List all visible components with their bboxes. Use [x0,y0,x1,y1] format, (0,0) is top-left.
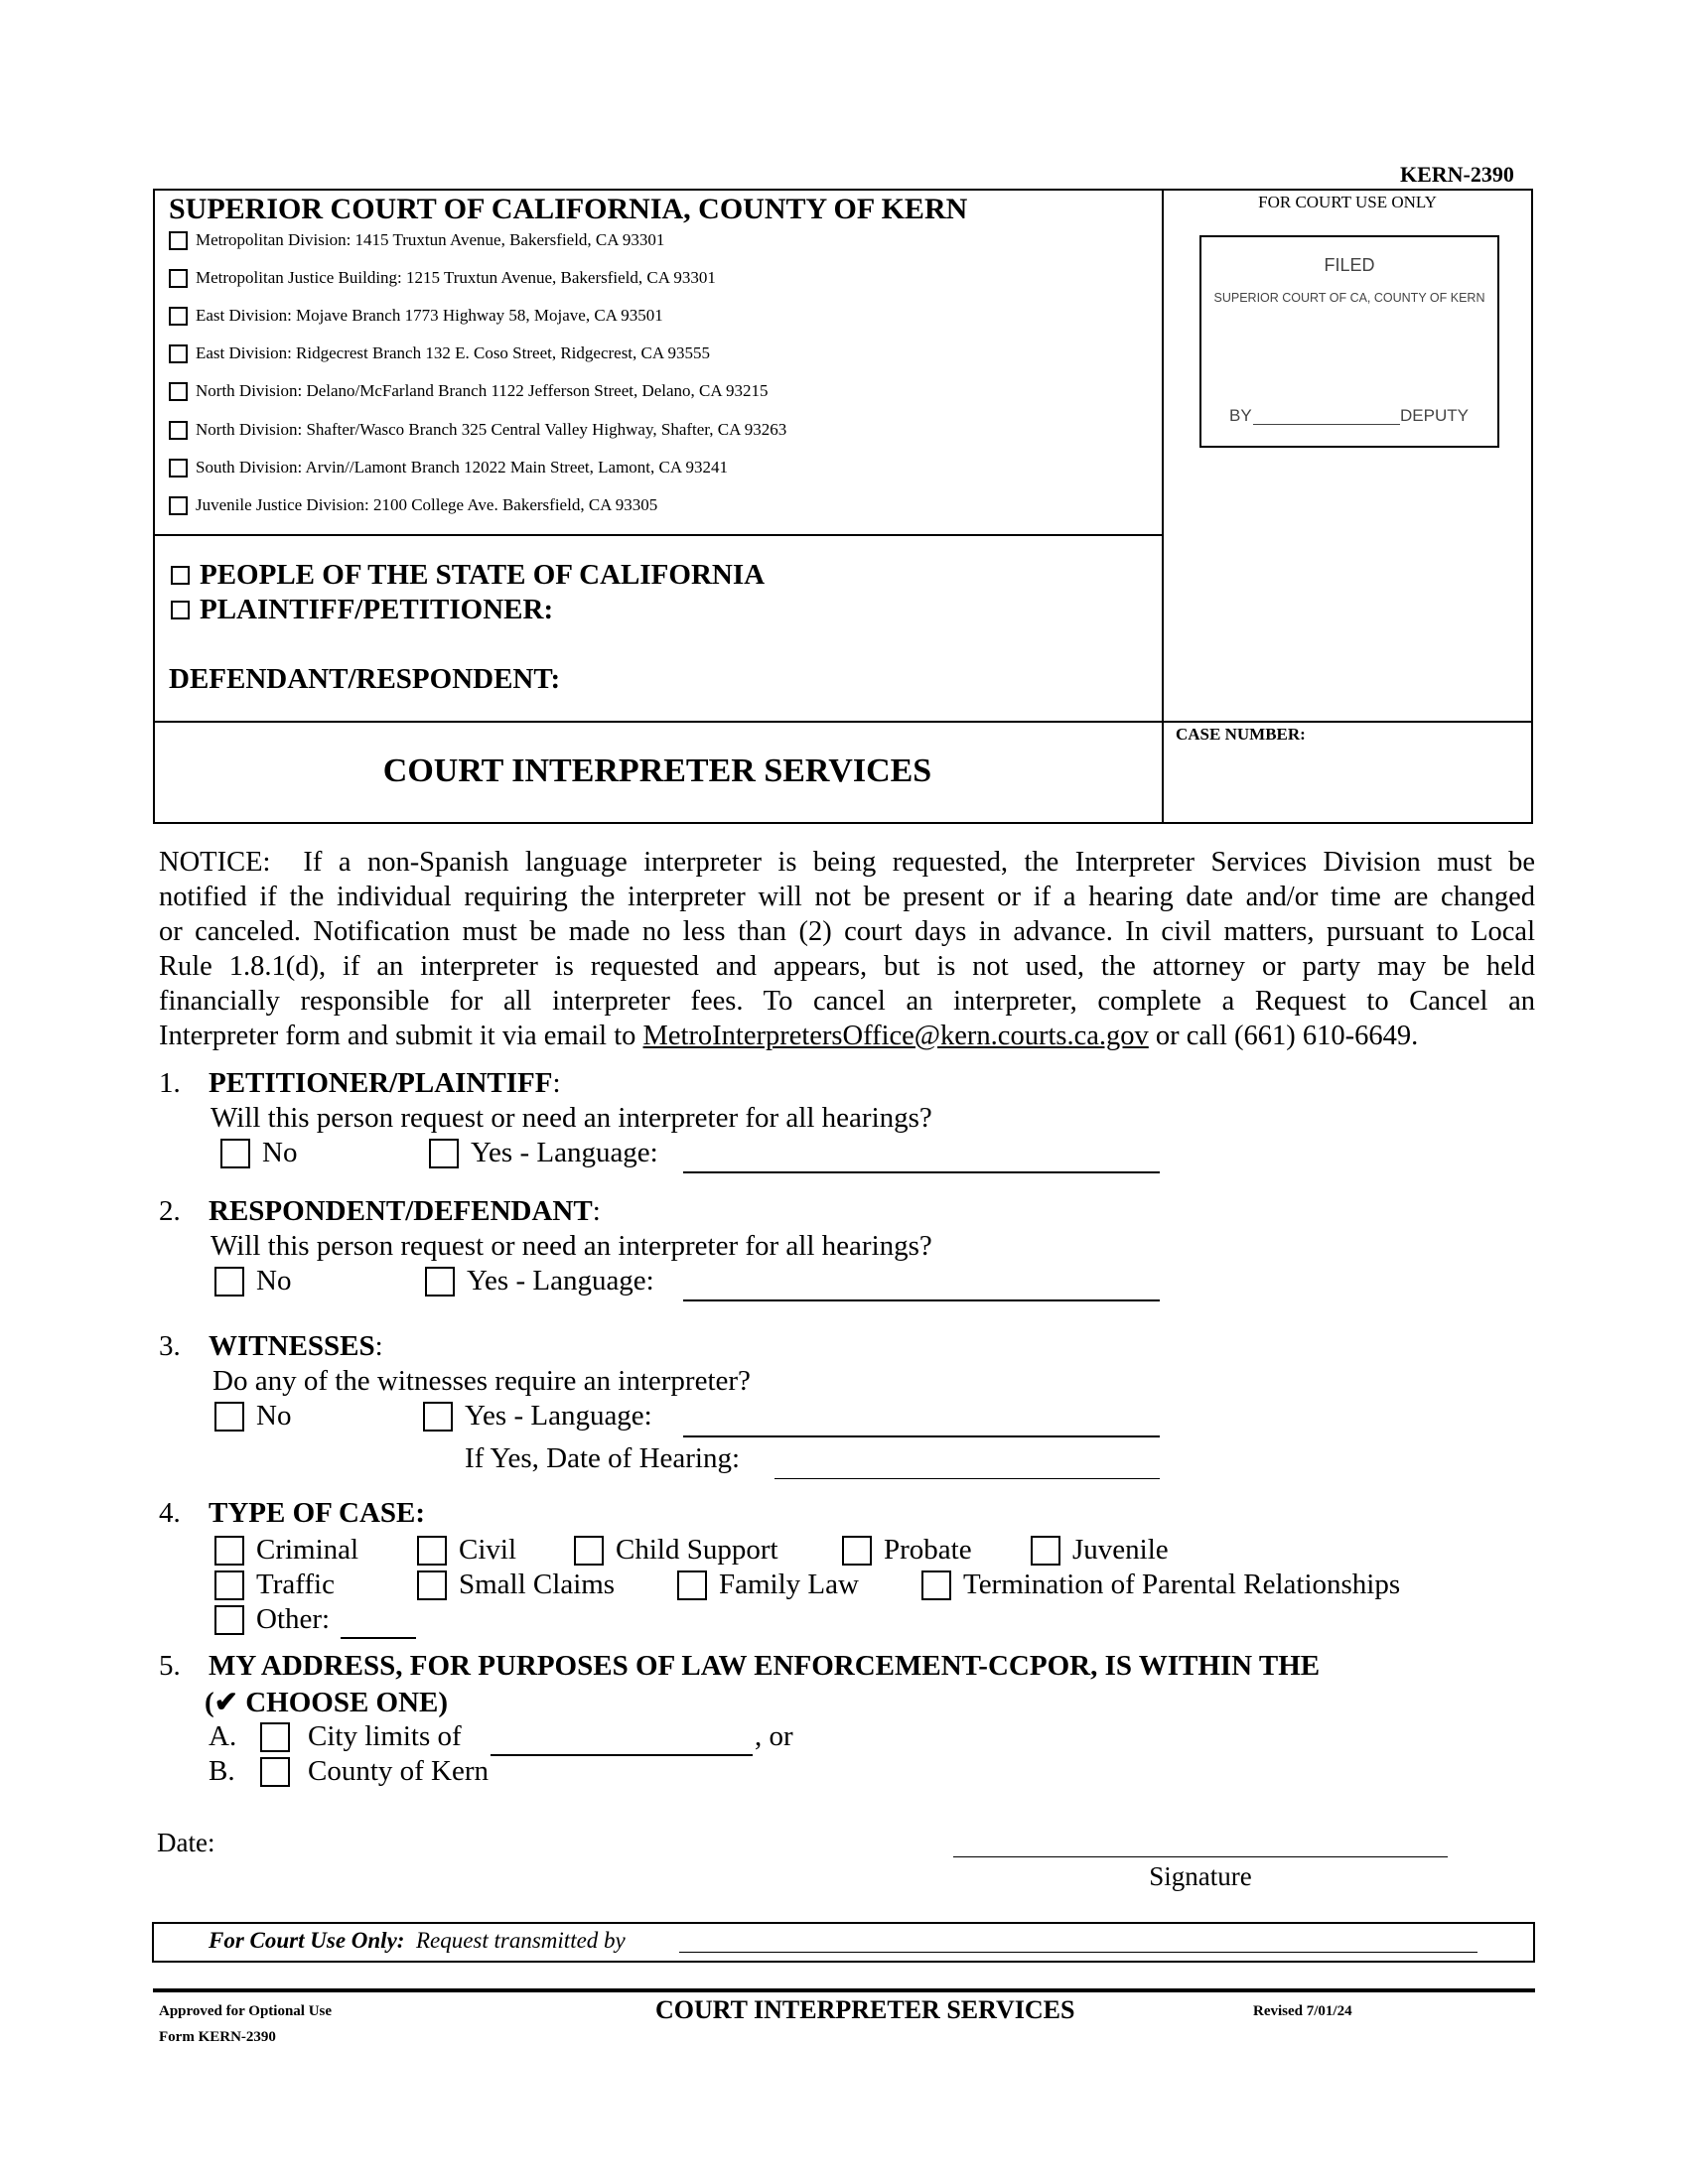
case-type-criminal[interactable]: Criminal [214,1534,358,1567]
checkbox[interactable] [220,1139,250,1168]
checkbox[interactable] [214,1536,244,1566]
footer-revised: Revised 7/01/24 [1253,2003,1352,2019]
court-use-label: FOR COURT USE ONLY [1258,193,1437,211]
case-type-probate[interactable]: Probate [842,1534,972,1567]
filed-stamp [1199,235,1499,448]
q2-no-option[interactable]: No [214,1265,291,1297]
checkbox[interactable] [214,1605,244,1635]
q3-date-label: If Yes, Date of Hearing: [465,1442,741,1474]
other-field[interactable] [341,1637,416,1639]
header-divider [1162,189,1164,824]
q2-yes-option[interactable]: Yes - Language: [425,1265,654,1297]
checkbox[interactable] [417,1570,447,1600]
location-option[interactable]: Juvenile Justice Division: 2100 College Ave. Bakersfield, CA 93305 [169,495,657,515]
email-link[interactable]: MetroInterpretersOffice@kern.courts.ca.gov [642,1021,1149,1051]
q3-label: WITNESSES: [209,1330,383,1362]
q2-label: RESPONDENT/DEFENDANT: [209,1195,601,1227]
stamp-deputy: DEPUTY [1400,406,1469,425]
q3-yes-option[interactable]: Yes - Language: [423,1400,652,1433]
case-type-family-law[interactable]: Family Law [677,1569,859,1601]
checkbox[interactable] [169,344,188,363]
checkbox[interactable] [429,1139,459,1168]
q3-language-field[interactable] [683,1435,1160,1437]
checkbox[interactable] [214,1570,244,1600]
q1-number: 1. [159,1067,181,1099]
case-type-termination[interactable]: Termination of Parental Relationships [921,1569,1400,1601]
court-use-text: For Court Use Only: Request transmitted by [209,1928,626,1953]
q5-a-letter: A. [209,1720,237,1752]
q2-number: 2. [159,1195,181,1227]
defendant-label: DEFENDANT/RESPONDENT: [169,663,561,695]
checkbox[interactable] [1031,1536,1060,1566]
case-type-small-claims[interactable]: Small Claims [417,1569,615,1601]
transmitted-by-field[interactable] [679,1952,1477,1953]
q1-question: Will this person request or need an interpreter for all hearings? [211,1102,932,1134]
q4-number: 4. [159,1497,181,1529]
footer-title: COURT INTERPRETER SERVICES [655,1995,1075,2024]
courts-divider [153,534,1162,536]
q1-language-field[interactable] [683,1171,1160,1173]
footer-approved: Approved for Optional Use [159,2003,333,2019]
case-type-juvenile[interactable]: Juvenile [1031,1534,1169,1567]
case-type-other[interactable]: Other: [214,1603,330,1636]
checkbox[interactable] [171,601,190,619]
q3-no-option[interactable]: No [214,1400,291,1433]
checkbox[interactable] [423,1402,453,1432]
q5-label: MY ADDRESS, FOR PURPOSES OF LAW ENFORCEMENT-CCPOR, IS WITHIN THE [209,1650,1321,1682]
location-option[interactable]: East Division: Ridgecrest Branch 132 E. Coso Street, Ridgecrest, CA 93555 [169,343,710,363]
q3-date-field[interactable] [774,1478,1160,1479]
checkbox[interactable] [169,496,188,515]
notice: NOTICE: If a non-Spanish language interpreter is being requested, the Interpreter Services Division must be notified if the individual requiring the interpreter will not be present or if a hearing date and/or time are changed or canceled. Notification must be made no less than (2) court days in advance. In civil matters, pursuant to Local Rule 1.8.1(d), if an interpreter is requested and appears, but is not used, the attorney or party may be held financially responsible for all interpreter fees. To cancel an interpreter, complete a Request to Cancel an Interpreter form and submit it via email to MetroInterpretersOffice@kern.courts.ca.gov or call (661) 610-6649. [159,847,1535,1051]
footer-form: Form KERN-2390 [159,2029,276,2045]
checkbox[interactable] [169,307,188,326]
checkbox[interactable] [169,459,188,478]
checkbox[interactable] [169,231,188,250]
q1-label: PETITIONER/PLAINTIFF: [209,1067,561,1099]
q5-a-suffix: , or [755,1720,793,1752]
q2-language-field[interactable] [683,1299,1160,1301]
form-id: KERN-2390 [1400,162,1514,187]
checkbox[interactable] [171,566,190,585]
checkbox[interactable] [260,1757,290,1787]
checkbox[interactable] [169,421,188,440]
checkbox[interactable] [425,1267,455,1297]
signature-line[interactable] [953,1856,1448,1857]
checkbox[interactable] [214,1267,244,1297]
case-type-child-support[interactable]: Child Support [574,1534,778,1567]
q3-number: 3. [159,1330,181,1362]
checkbox[interactable] [417,1536,447,1566]
stamp-by: BY [1229,406,1252,425]
plaintiff-option[interactable]: PLAINTIFF/PETITIONER: [171,594,553,626]
checkbox[interactable] [169,269,188,288]
notice-lead: NOTICE: [159,847,271,878]
location-option[interactable]: Metropolitan Justice Building: 1215 Truxtun Avenue, Bakersfield, CA 93301 [169,268,716,288]
case-type-civil[interactable]: Civil [417,1534,516,1567]
checkbox[interactable] [574,1536,604,1566]
q1-no-option[interactable]: No [220,1137,297,1169]
location-option[interactable]: Metropolitan Division: 1415 Truxtun Avenue, Bakersfield, CA 93301 [169,230,664,250]
form-title: COURT INTERPRETER SERVICES [382,752,932,789]
case-type-traffic[interactable]: Traffic [214,1569,335,1601]
checkbox[interactable] [677,1570,707,1600]
q1-yes-option[interactable]: Yes - Language: [429,1137,658,1169]
q3-question: Do any of the witnesses require an interpreter? [212,1365,751,1397]
stamp-line [1253,424,1400,425]
date-label: Date: [157,1828,215,1857]
stamp-filed: FILED [1324,255,1375,275]
checkbox[interactable] [842,1536,872,1566]
location-option[interactable]: East Division: Mojave Branch 1773 Highway 58, Mojave, CA 93501 [169,306,663,326]
checkbox[interactable] [214,1402,244,1432]
q4-label: TYPE OF CASE: [209,1497,426,1529]
location-option[interactable]: North Division: Delano/McFarland Branch 1122 Jefferson Street, Delano, CA 93215 [169,381,768,401]
people-option[interactable]: PEOPLE OF THE STATE OF CALIFORNIA [171,559,765,592]
q5-choose: (✔ CHOOSE ONE) [205,1687,449,1718]
q5-city-option[interactable]: City limits of [260,1720,462,1753]
q5-number: 5. [159,1650,181,1682]
location-option[interactable]: South Division: Arvin//Lamont Branch 12022 Main Street, Lamont, CA 93241 [169,458,728,478]
checkbox[interactable] [921,1570,951,1600]
signature-label: Signature [1149,1861,1252,1891]
title-divider [153,721,1533,723]
case-number-label: CASE NUMBER: [1176,725,1306,744]
location-option[interactable]: North Division: Shafter/Wasco Branch 325 Central Valley Highway, Shafter, CA 93263 [169,420,786,440]
footer-rule [153,1988,1535,1992]
q2-question: Will this person request or need an interpreter for all hearings? [211,1230,932,1262]
court-title: SUPERIOR COURT OF CALIFORNIA, COUNTY OF KERN [169,193,968,225]
checkbox[interactable] [260,1722,290,1752]
q5-city-field[interactable] [491,1754,753,1756]
q5-b-letter: B. [209,1755,235,1787]
stamp-court: SUPERIOR COURT OF CA, COUNTY OF KERN [1213,291,1485,305]
checkbox[interactable] [169,382,188,401]
q5-county-option[interactable]: County of Kern [260,1755,489,1788]
